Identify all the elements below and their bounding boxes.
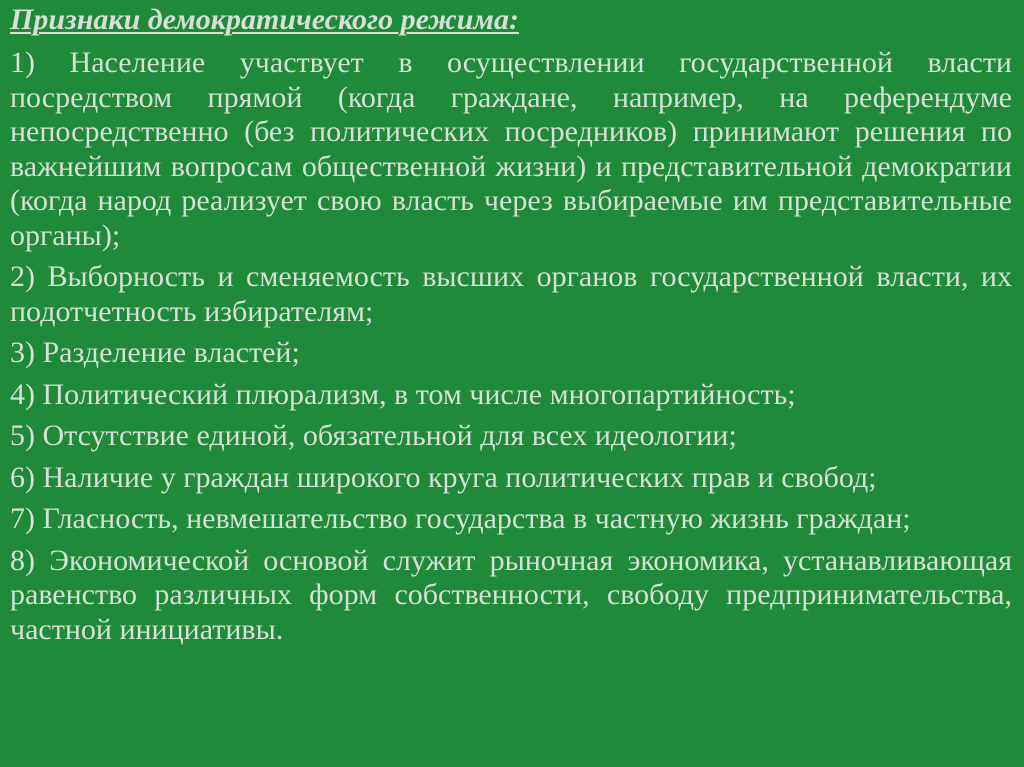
list-item-1: 1) Население участвует в осуществлении государственной власти посредством прямой (когда граждане, например, на референдуме непосредственно (без политических посредников) принимают решения по важнейшим вопросам общественной жизни) и представительной демократии (когда народ реализует свою власть через выбираемые им представительные органы); [10,46,1012,252]
list-item-6: 6) Наличие у граждан широкого круга политических прав и свобод; [10,460,877,494]
list-item-4: 4) Политический плюрализм, в том числе многопартийность; [10,377,796,411]
list-item-3: 3) Разделение властей; [10,336,300,369]
list-item-8: 8) Экономической основой служит рыночная экономика, устанавливающая равенство различных форм собственности, свободу предпринимательства, частной инициативы. [10,543,1012,646]
list-item-5: 5) Отсутствие единой, обязательной для всех идеологии; [10,419,737,452]
list-item-7: 7) Гласность, невмешательство государства в частную жизнь граждан; [10,502,911,535]
slide-title: Признаки демократического режима: [10,3,519,36]
list-item-2: 2) Выборность и сменяемость высших органов государственной власти, их подотчетность избирателям; [10,260,1012,328]
